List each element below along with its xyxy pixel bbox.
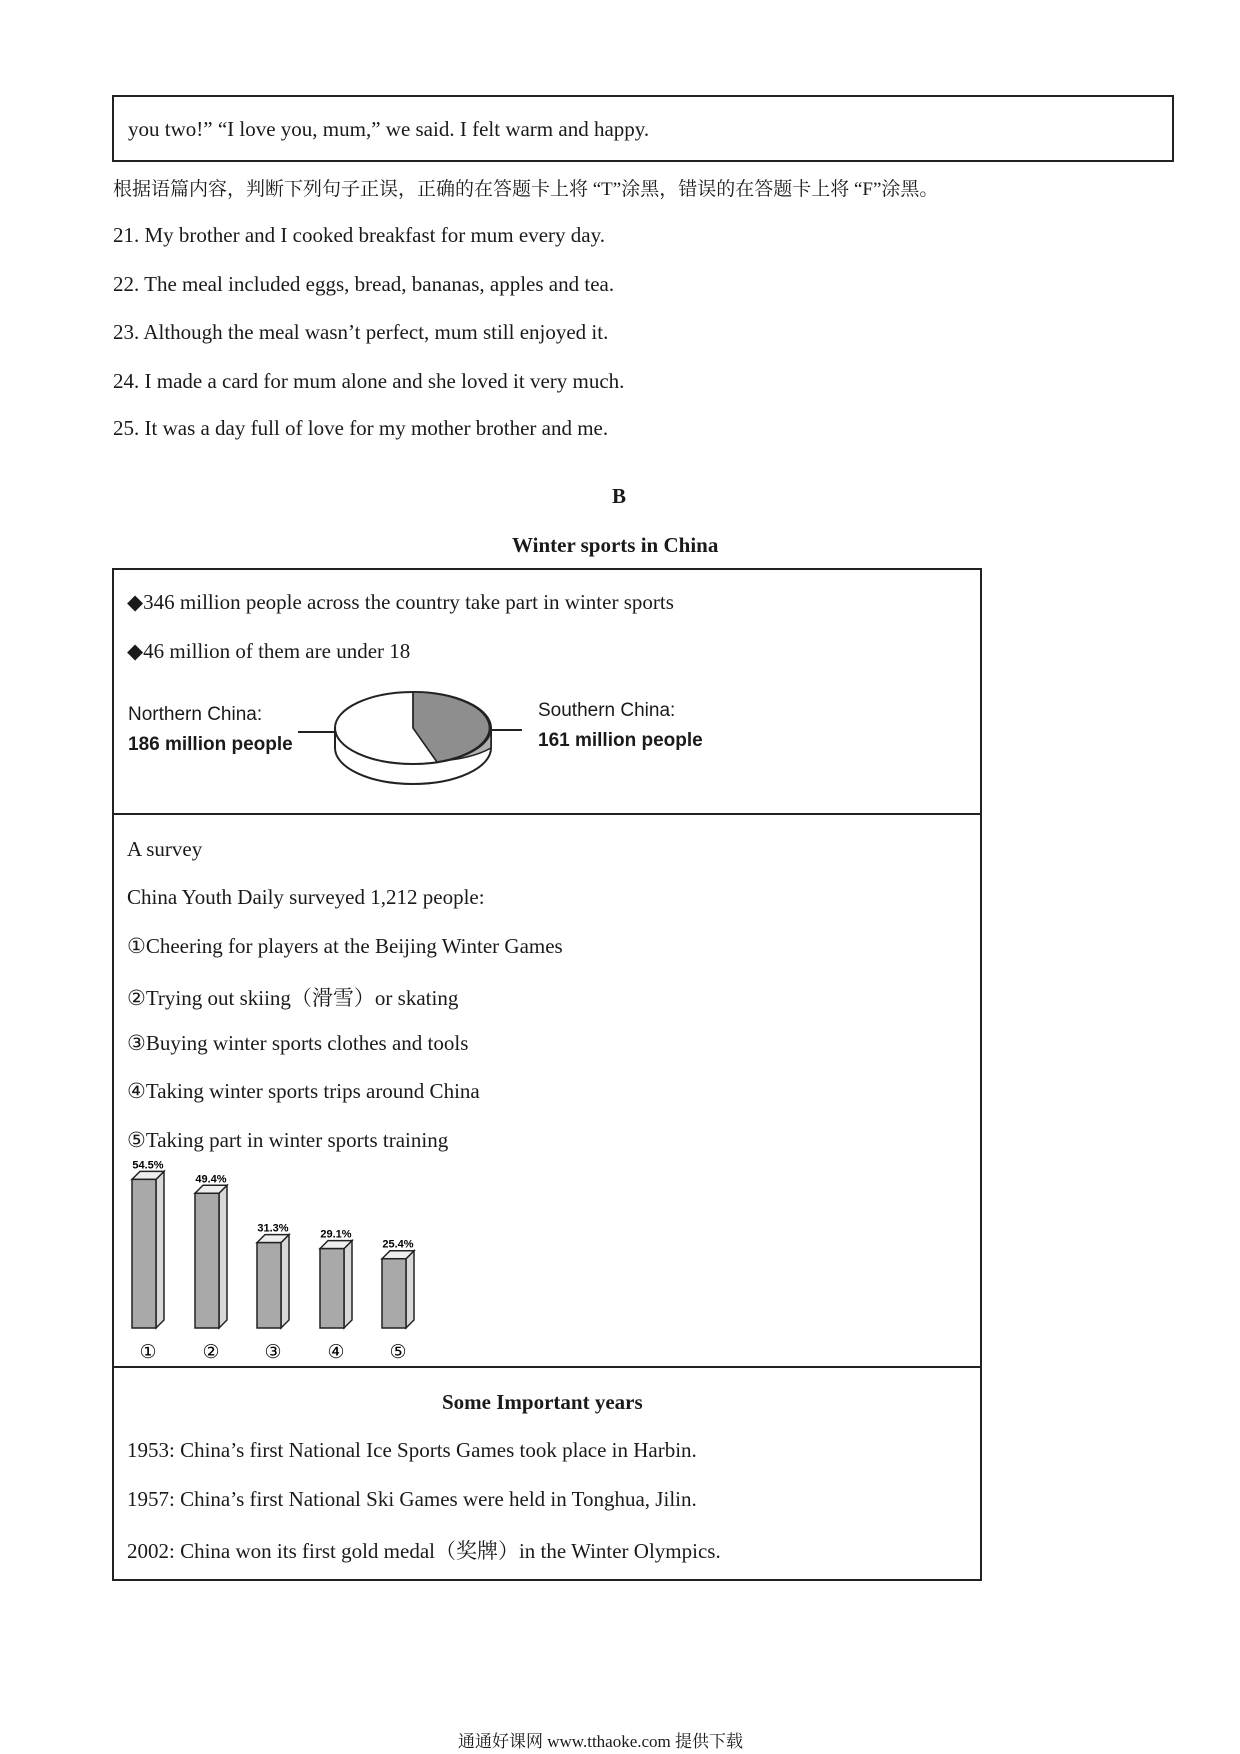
bar-value-label: 54.5% bbox=[132, 1160, 164, 1172]
south-label-value: 161 million people bbox=[538, 730, 703, 751]
survey-item-3: ③Buying winter sports clothes and tools bbox=[127, 1031, 469, 1055]
survey-bar-chart bbox=[120, 1160, 440, 1365]
bar-category-label: ③ bbox=[264, 1341, 282, 1363]
bar-side bbox=[281, 1235, 289, 1328]
question-22: 22. The meal included eggs, bread, bananas, apples and tea. bbox=[113, 272, 615, 296]
bar bbox=[257, 1243, 281, 1328]
question-25: 25. It was a day full of love for my mother brother and me. bbox=[113, 416, 609, 440]
bar-side bbox=[156, 1171, 164, 1328]
bar-value-label: 29.1% bbox=[320, 1228, 352, 1241]
fact-1: ◆346 million people across the country take part in winter sports bbox=[127, 590, 674, 614]
south-label-name: Southern China: bbox=[538, 700, 676, 721]
passage-box bbox=[112, 95, 1174, 162]
south-label bbox=[538, 696, 703, 756]
section-letter: B bbox=[612, 484, 627, 508]
year-item-1957: 1957: China’s first National Ski Games were held in Tonghua, Jilin. bbox=[127, 1487, 697, 1511]
bar bbox=[195, 1193, 219, 1328]
bar-category-label: ② bbox=[202, 1341, 220, 1363]
north-label bbox=[128, 700, 293, 760]
question-24: 24. I made a card for mum alone and she loved it very much. bbox=[113, 369, 625, 393]
bar-side bbox=[344, 1241, 352, 1328]
bar-value-label: 49.4% bbox=[195, 1173, 227, 1186]
bar-category-label: ⑤ bbox=[389, 1341, 407, 1363]
north-label-name: Northern China: bbox=[128, 704, 263, 725]
survey-intro: China Youth Daily surveyed 1,212 people: bbox=[127, 885, 485, 909]
instructions: 根据语篇内容，判断下列句子正误，正确的在答题卡上将 “T”涂黑，错误的在答题卡上将 “F”涂黑。 bbox=[113, 179, 939, 200]
passage-text: you two!” “I love you, mum,” we said. I felt warm and happy. bbox=[128, 117, 650, 141]
year-item-1953: 1953: China’s first National Ice Sports Games took place in Harbin. bbox=[127, 1438, 697, 1462]
question-21: 21. My brother and I cooked breakfast for mum every day. bbox=[113, 223, 605, 247]
north-label-value: 186 million people bbox=[128, 734, 293, 755]
section-title: Winter sports in China bbox=[512, 533, 719, 557]
bar-category-label: ④ bbox=[327, 1341, 345, 1363]
bar bbox=[320, 1249, 344, 1328]
bar-side bbox=[406, 1251, 414, 1328]
years-heading: Some Important years bbox=[442, 1390, 643, 1414]
question-23: 23. Although the meal wasn’t perfect, mum still enjoyed it. bbox=[113, 320, 609, 344]
bar bbox=[382, 1259, 406, 1328]
row-divider-2 bbox=[112, 1366, 982, 1368]
survey-item-1: ①Cheering for players at the Beijing Winter Games bbox=[127, 934, 563, 958]
bar-category-label: ① bbox=[139, 1341, 157, 1363]
survey-item-5: ⑤Taking part in winter sports training bbox=[127, 1128, 449, 1152]
bar bbox=[132, 1179, 156, 1328]
row-divider-1 bbox=[112, 813, 982, 815]
survey-item-4: ④Taking winter sports trips around China bbox=[127, 1079, 480, 1103]
survey-heading: A survey bbox=[127, 837, 203, 861]
bar-value-label: 25.4% bbox=[382, 1238, 414, 1251]
fact-2: ◆46 million of them are under 18 bbox=[127, 639, 411, 663]
bar-value-label: 31.3% bbox=[257, 1222, 289, 1235]
survey-item-2: ②Trying out skiing（滑雪）or skating bbox=[127, 986, 459, 1010]
footer: 通通好课网 www.tthaoke.com 提供下载 bbox=[458, 1732, 744, 1751]
bar-side bbox=[219, 1185, 227, 1328]
year-item-2002: 2002: China won its first gold medal（奖牌）in the Winter Olympics. bbox=[127, 1539, 721, 1563]
pie-chart bbox=[290, 680, 530, 800]
